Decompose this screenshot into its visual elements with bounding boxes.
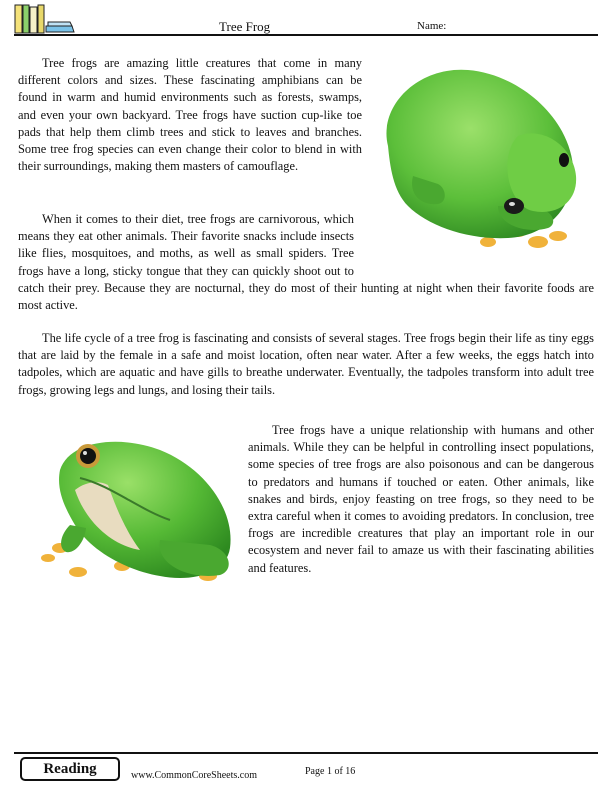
worksheet-title: Tree Frog — [219, 19, 271, 34]
page-header — [0, 0, 612, 40]
footer-divider — [14, 752, 598, 754]
tree-frog-image-bottom — [30, 430, 244, 586]
paragraph-4: Tree frogs have a unique relationship with humans and other animals. While they can be helpful in controlling insect populations, some species of tree frogs are also poisonous and can be dangerous to predators and humans if touched or eaten. Other animals, like snakes and birds, enjoy feasting on tree frogs, so they need to be extra careful when it comes to avoiding predators. In conclusion, tree frogs are incredible creatures that play an important role in our ecosystem and never fail to amaze us with their fascinating abilities and features. — [248, 423, 594, 575]
reading-badge: Reading — [20, 757, 120, 781]
page-number: Page 1 of 16 — [305, 766, 356, 777]
books-logo-icon — [14, 4, 76, 34]
header-divider — [14, 34, 598, 36]
paragraph-3: The life cycle of a tree frog is fascinating and consists of several stages. Tree frogs begin their life as tiny eggs that are laid by the female in a safe and moist location, often near water. After a few weeks, the eggs hatch into tadpoles, which are aquatic and have gills to breathe underwater. Eventually, the tadpoles transform into adult tree frogs, growing legs and lungs, and losing their tails. — [18, 331, 594, 397]
site-link[interactable]: www.CommonCoreSheets.com — [131, 770, 258, 781]
tree-frog-image-top — [368, 56, 586, 254]
paragraph-1: Tree frogs are amazing little creatures that come in many different colors and sizes. These fascinating amphibians can be found in warm and humid environments such as forests, swamps, and even your own backyard. Tree frogs have suction cup-like toe pads that help them climb trees and stick to leaves and branches. Some tree frog species can even change their color to blend in with their surroundings, making them masters of camouflage. — [18, 56, 362, 174]
paragraph-2-text: When it comes to their diet, tree frogs are carnivorous, which means they eat other animals. Their favorite snacks include insects like flies, mosquitoes, and moths, as well as small spiders. Tree frogs have a long, sticky tongue that they can quickly shoot out to catch their prey. Because they are nocturnal, they do most of their hunting at night when their favorite foods are most active. — [18, 212, 594, 313]
name-label: Name: — [417, 20, 447, 32]
